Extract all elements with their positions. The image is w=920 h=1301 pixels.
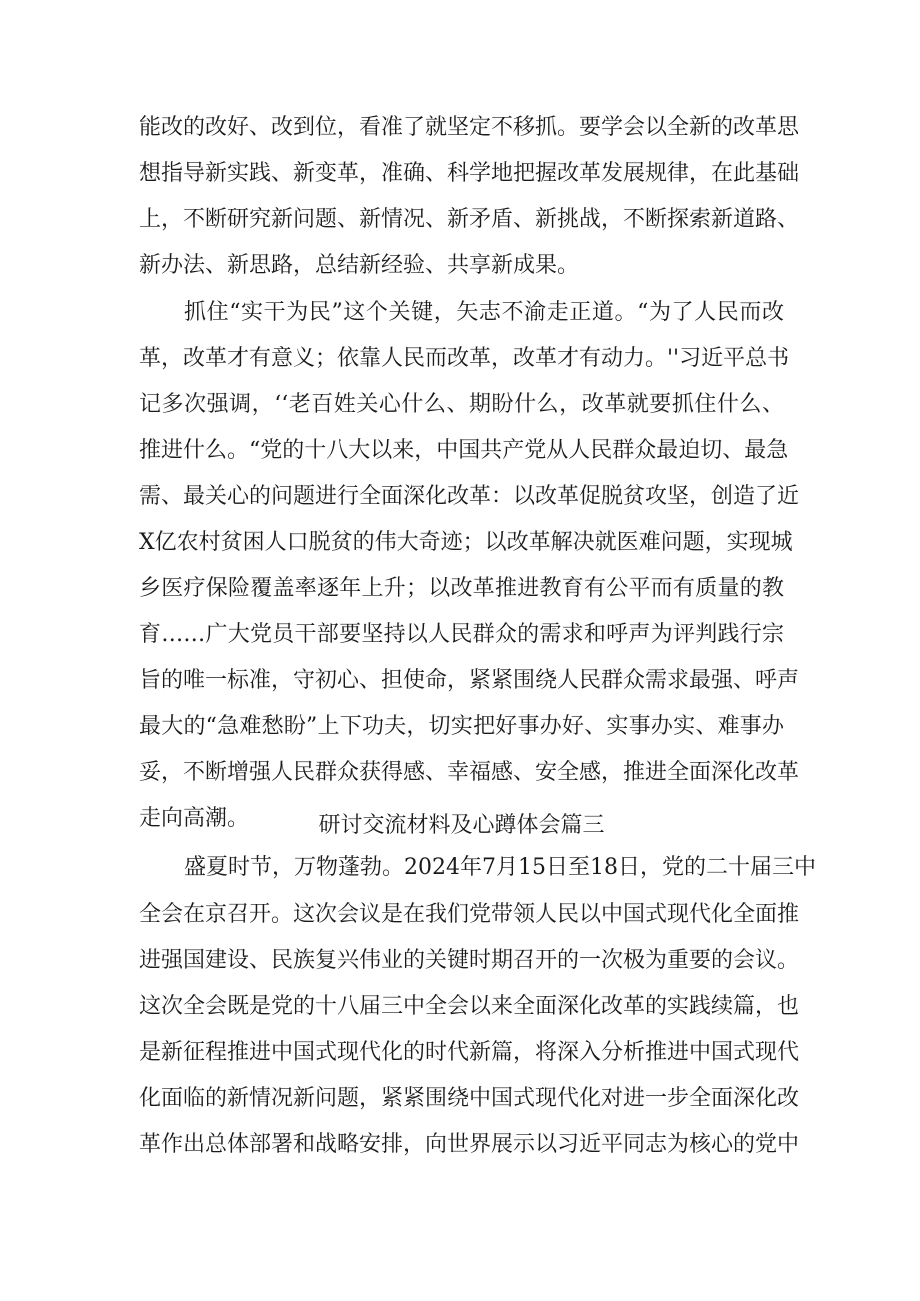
- paragraph-2-line: 育……广大党员干部要坚持以人民群众的需求和呼声为评判践行宗: [139, 622, 784, 647]
- paragraph-2-line: 需、最关心的问题进行全面深化改革：以改革促脱贫攻坚，创造了近: [139, 484, 800, 509]
- paragraph-2-line: 记多次强调，‘‘老百姓关心什么、期盼什么，改革就要抓住什么、: [139, 392, 784, 417]
- paragraph-2-line: 最大的“急难愁盼”上下功夫，切实把好事办好、实事办实、难事办: [139, 714, 784, 739]
- paragraph-2-line: 走向高潮。: [139, 806, 250, 831]
- paragraph-2-line: X亿农村贫困人口脱贫的伟大奇迹；以改革解决就医难问题，实现城: [139, 530, 793, 555]
- paragraph-1-line: 上，不断研究新问题、新情况、新矛盾、新挑战，不断探索新道路、: [139, 207, 800, 232]
- paragraph-3-line: 盛夏时节，万物蓬勃。2024年7月15日至18日，党的二十届三中: [184, 855, 816, 880]
- paragraph-2-line: 旨的唯一标准，守初心、担使命，紧紧围绕人民群众需求最强、呼声: [139, 668, 800, 693]
- paragraph-3-line: 这次全会既是党的十八届三中全会以来全面深化改革的实践续篇，也: [139, 994, 800, 1019]
- paragraph-3-line: 是新征程推进中国式现代化的时代新篇，将深入分析推进中国式现代: [139, 1040, 800, 1065]
- paragraph-2-line: 妥，不断增强人民群众获得感、幸福感、安全感，推进全面深化改革: [139, 760, 800, 785]
- paragraph-2-line: 抓住“实干为民”这个关键，矢志不渝走正道。“为了人民而改: [184, 300, 784, 325]
- paragraph-3-line: 进强国建设、民族复兴伟业的关键时期召开的一次极为重要的会议。: [139, 948, 800, 973]
- section-heading: 研讨交流材料及心蹲体会篇三: [318, 813, 605, 838]
- paragraph-2-line: 革，改革才有意义；依靠人民而改革，改革才有动力。''习近平总书: [139, 346, 790, 371]
- paragraph-2-line: 推进什么。“党的十八大以来，中国共产党从人民群众最迫切、最急: [139, 438, 789, 463]
- paragraph-1-line: 能改的改好、改到位，看准了就坚定不移抓。要学会以全新的改革思: [139, 115, 800, 140]
- paragraph-2-line: 乡医疗保险覆盖率逐年上升；以改革推进教育有公平而有质量的教: [139, 576, 784, 601]
- paragraph-3-line: 革作出总体部署和战略安排，向世界展示以习近平同志为核心的党中: [139, 1132, 800, 1157]
- paragraph-1-line: 新办法、新思路，总结新经验、共享新成果。: [139, 253, 580, 278]
- paragraph-1-line: 想指导新实践、新变革，准确、科学地把握改革发展规律，在此基础: [139, 161, 800, 186]
- paragraph-3-line: 化面临的新情况新问题，紧紧围绕中国式现代化对进一步全面深化改: [139, 1086, 800, 1111]
- paragraph-3-line: 全会在京召开。这次会议是在我们党带领人民以中国式现代化全面推: [139, 902, 800, 927]
